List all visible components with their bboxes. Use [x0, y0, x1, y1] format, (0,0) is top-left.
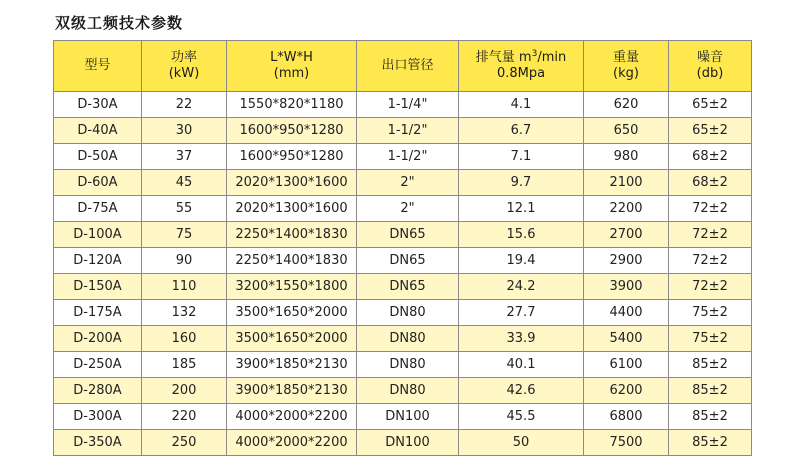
table-row	[54, 92, 752, 118]
table-row	[54, 196, 752, 222]
cell-weight: 2100	[584, 170, 669, 196]
cell-weight: 980	[584, 144, 669, 170]
table-row	[54, 144, 752, 170]
cell-flow: 27.7	[459, 300, 584, 326]
col-header-flow-sup: 3	[531, 49, 538, 59]
header-row	[54, 41, 752, 92]
col-header-weight-unit: (kg)	[613, 66, 639, 81]
cell-noise: 75±2	[669, 300, 752, 326]
cell-flow: 19.4	[459, 248, 584, 274]
cell-power: 132	[142, 300, 227, 326]
col-header-outlet	[357, 41, 459, 92]
cell-power: 110	[142, 274, 227, 300]
cell-model: D-30A	[54, 92, 142, 118]
cell-flow: 4.1	[459, 92, 584, 118]
table-row	[54, 118, 752, 144]
cell-weight: 4400	[584, 300, 669, 326]
cell-outlet: DN100	[357, 430, 459, 456]
table-row	[54, 352, 752, 378]
spec-table-body	[54, 92, 752, 456]
col-header-power	[142, 41, 227, 92]
cell-model: D-280A	[54, 378, 142, 404]
cell-model: D-100A	[54, 222, 142, 248]
cell-outlet: 1-1/2"	[357, 144, 459, 170]
col-header-weight-label: 重量	[612, 50, 639, 65]
cell-power: 30	[142, 118, 227, 144]
cell-dims: 3900*1850*2130	[227, 378, 357, 404]
cell-power: 185	[142, 352, 227, 378]
cell-dims: 3500*1650*2000	[227, 326, 357, 352]
cell-power: 75	[142, 222, 227, 248]
cell-dims: 1600*950*1280	[227, 144, 357, 170]
cell-model: D-75A	[54, 196, 142, 222]
cell-noise: 65±2	[669, 92, 752, 118]
col-header-noise-label: 噪音	[696, 50, 723, 65]
cell-weight: 2700	[584, 222, 669, 248]
cell-flow: 24.2	[459, 274, 584, 300]
cell-noise: 68±2	[669, 144, 752, 170]
cell-model: D-60A	[54, 170, 142, 196]
cell-power: 37	[142, 144, 227, 170]
cell-noise: 72±2	[669, 222, 752, 248]
cell-outlet: DN65	[357, 248, 459, 274]
table-row	[54, 248, 752, 274]
col-header-dims-label: L*W*H	[270, 50, 313, 65]
cell-model: D-40A	[54, 118, 142, 144]
cell-outlet: DN80	[357, 326, 459, 352]
cell-noise: 68±2	[669, 170, 752, 196]
cell-flow: 12.1	[459, 196, 584, 222]
cell-outlet: DN65	[357, 222, 459, 248]
cell-dims: 2020*1300*1600	[227, 170, 357, 196]
cell-power: 220	[142, 404, 227, 430]
cell-dims: 3900*1850*2130	[227, 352, 357, 378]
cell-power: 160	[142, 326, 227, 352]
col-header-power-label: 功率	[170, 50, 197, 65]
col-header-flow-pressure: 0.8Mpa	[496, 66, 546, 81]
cell-dims: 1550*820*1180	[227, 92, 357, 118]
col-header-outlet-label: 出口管径	[381, 58, 434, 73]
col-header-power-unit: (kW)	[168, 66, 200, 81]
col-header-flow-label-b: /min	[537, 50, 567, 65]
spec-table	[53, 40, 752, 456]
cell-flow: 50	[459, 430, 584, 456]
cell-dims: 2020*1300*1600	[227, 196, 357, 222]
col-header-weight	[584, 41, 669, 92]
col-header-flow	[459, 41, 584, 92]
cell-outlet: DN80	[357, 352, 459, 378]
cell-outlet: DN80	[357, 378, 459, 404]
cell-flow: 15.6	[459, 222, 584, 248]
table-row	[54, 378, 752, 404]
cell-weight: 6800	[584, 404, 669, 430]
cell-noise: 72±2	[669, 248, 752, 274]
cell-outlet: DN100	[357, 404, 459, 430]
cell-model: D-175A	[54, 300, 142, 326]
cell-power: 55	[142, 196, 227, 222]
col-header-noise-unit: (db)	[696, 66, 724, 81]
cell-outlet: DN65	[357, 274, 459, 300]
cell-noise: 85±2	[669, 430, 752, 456]
cell-flow: 45.5	[459, 404, 584, 430]
cell-model: D-350A	[54, 430, 142, 456]
col-header-flow-label-a: 排气量 m	[475, 50, 532, 65]
col-header-dims-unit: (mm)	[273, 66, 310, 81]
cell-noise: 85±2	[669, 352, 752, 378]
col-header-dims	[227, 41, 357, 92]
cell-outlet: 2"	[357, 170, 459, 196]
col-header-noise	[669, 41, 752, 92]
table-row	[54, 326, 752, 352]
cell-dims: 2250*1400*1830	[227, 222, 357, 248]
cell-model: D-50A	[54, 144, 142, 170]
cell-outlet: DN80	[357, 300, 459, 326]
table-row	[54, 300, 752, 326]
table-row	[54, 170, 752, 196]
cell-flow: 33.9	[459, 326, 584, 352]
cell-flow: 7.1	[459, 144, 584, 170]
col-header-model	[54, 41, 142, 92]
cell-weight: 3900	[584, 274, 669, 300]
cell-dims: 1600*950*1280	[227, 118, 357, 144]
cell-weight: 620	[584, 92, 669, 118]
cell-outlet: 1-1/2"	[357, 118, 459, 144]
cell-model: D-250A	[54, 352, 142, 378]
col-header-flow-label	[459, 50, 583, 66]
table-row	[54, 274, 752, 300]
cell-flow: 6.7	[459, 118, 584, 144]
cell-power: 45	[142, 170, 227, 196]
cell-power: 200	[142, 378, 227, 404]
cell-model: D-200A	[54, 326, 142, 352]
cell-model: D-300A	[54, 404, 142, 430]
cell-noise: 65±2	[669, 118, 752, 144]
cell-noise: 75±2	[669, 326, 752, 352]
cell-dims: 4000*2000*2200	[227, 404, 357, 430]
cell-weight: 6200	[584, 378, 669, 404]
cell-noise: 85±2	[669, 404, 752, 430]
cell-weight: 2900	[584, 248, 669, 274]
cell-power: 250	[142, 430, 227, 456]
cell-power: 22	[142, 92, 227, 118]
cell-noise: 72±2	[669, 274, 752, 300]
cell-flow: 9.7	[459, 170, 584, 196]
page-title: 双级工频技术参数	[55, 14, 184, 32]
cell-model: D-150A	[54, 274, 142, 300]
cell-dims: 3200*1550*1800	[227, 274, 357, 300]
cell-outlet: 2"	[357, 196, 459, 222]
cell-flow: 40.1	[459, 352, 584, 378]
cell-model: D-120A	[54, 248, 142, 274]
cell-noise: 85±2	[669, 378, 752, 404]
cell-noise: 72±2	[669, 196, 752, 222]
cell-dims: 3500*1650*2000	[227, 300, 357, 326]
cell-power: 90	[142, 248, 227, 274]
cell-dims: 4000*2000*2200	[227, 430, 357, 456]
cell-weight: 6100	[584, 352, 669, 378]
cell-flow: 42.6	[459, 378, 584, 404]
cell-weight: 650	[584, 118, 669, 144]
cell-dims: 2250*1400*1830	[227, 248, 357, 274]
table-row	[54, 222, 752, 248]
cell-outlet: 1-1/4"	[357, 92, 459, 118]
cell-weight: 5400	[584, 326, 669, 352]
cell-weight: 7500	[584, 430, 669, 456]
table-row	[54, 404, 752, 430]
table-row	[54, 430, 752, 456]
cell-weight: 2200	[584, 196, 669, 222]
col-header-model-label: 型号	[84, 58, 111, 73]
